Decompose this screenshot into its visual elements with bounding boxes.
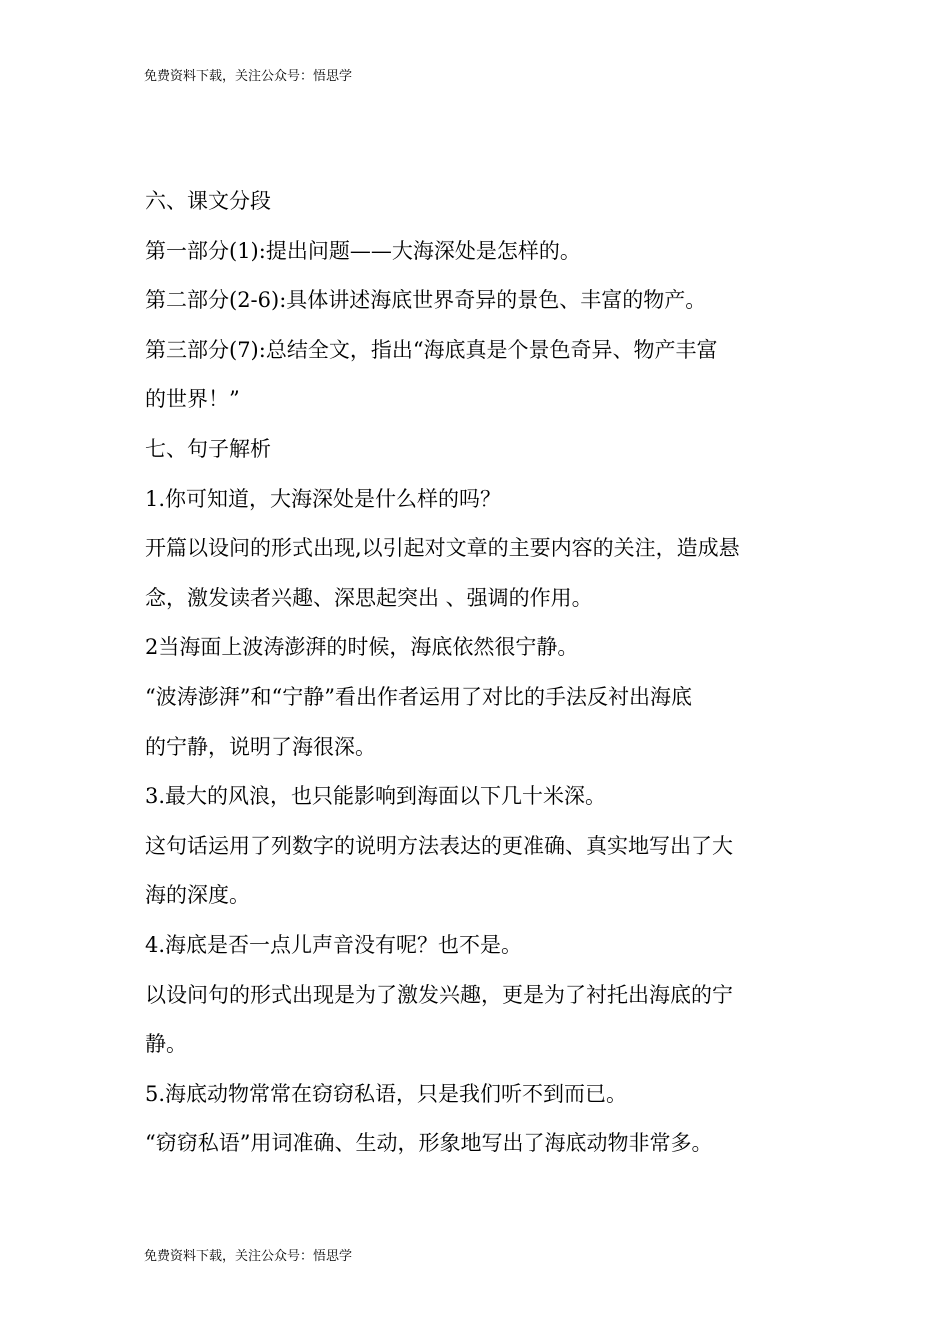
paragraph-line: 念，激发读者兴趣、深思起突出 、强调的作用。 [145,585,593,610]
page-header: 免费资料下载，关注公众号：悟思学 [144,69,353,84]
paragraph-line: 静。 [145,1032,187,1057]
paragraph-line: 第二部分(2-6):具体讲述海底世界奇异的景色、丰富的物产。 [145,288,707,313]
document-body [145,177,810,1169]
paragraph-line: 海的深度。 [145,883,250,908]
paragraph-line: “窃窃私语”用词准确、生动，形象地写出了海底动物非常多。 [145,1131,713,1156]
sentence-item: 4.海底是否一点儿声音没有呢？也不是。 [145,932,523,957]
sentence-item: 2当海面上波涛澎湃的时候，海底依然很宁静。 [145,635,579,660]
page-footer: 免费资料下载，关注公众号：悟思学 [144,1249,353,1264]
paragraph-line: 这句话运用了列数字的说明方法表达的更准确、真实地写出了大 [145,833,733,858]
paragraph-line: 的宁静，说明了海很深。 [145,734,376,759]
paragraph-line: 的世界！” [145,387,240,412]
paragraph-line: “波涛澎湃”和“宁静”看出作者运用了对比的手法反衬出海底 [145,684,692,709]
paragraph-line: 第三部分(7):总结全文，指出“海底真是个景色奇异、物产丰富 [145,337,718,362]
paragraph-line: 开篇以设问的形式出现,以引起对文章的主要内容的关注，造成悬 [145,536,740,561]
sentence-item: 1.你可知道，大海深处是什么样的吗？ [145,486,502,511]
paragraph-line: 第一部分(1):提出问题——大海深处是怎样的。 [145,238,581,263]
paragraph-line: 以设问句的形式出现是为了激发兴趣，更是为了衬托出海底的宁 [145,982,733,1007]
section-heading: 六、课文分段 [145,189,271,213]
section-heading: 七、句子解析 [145,436,271,461]
sentence-item: 3.最大的风浪，也只能影响到海面以下几十米深。 [145,784,607,809]
sentence-item: 5.海底动物常常在窃窃私语，只是我们听不到而已。 [145,1081,628,1106]
